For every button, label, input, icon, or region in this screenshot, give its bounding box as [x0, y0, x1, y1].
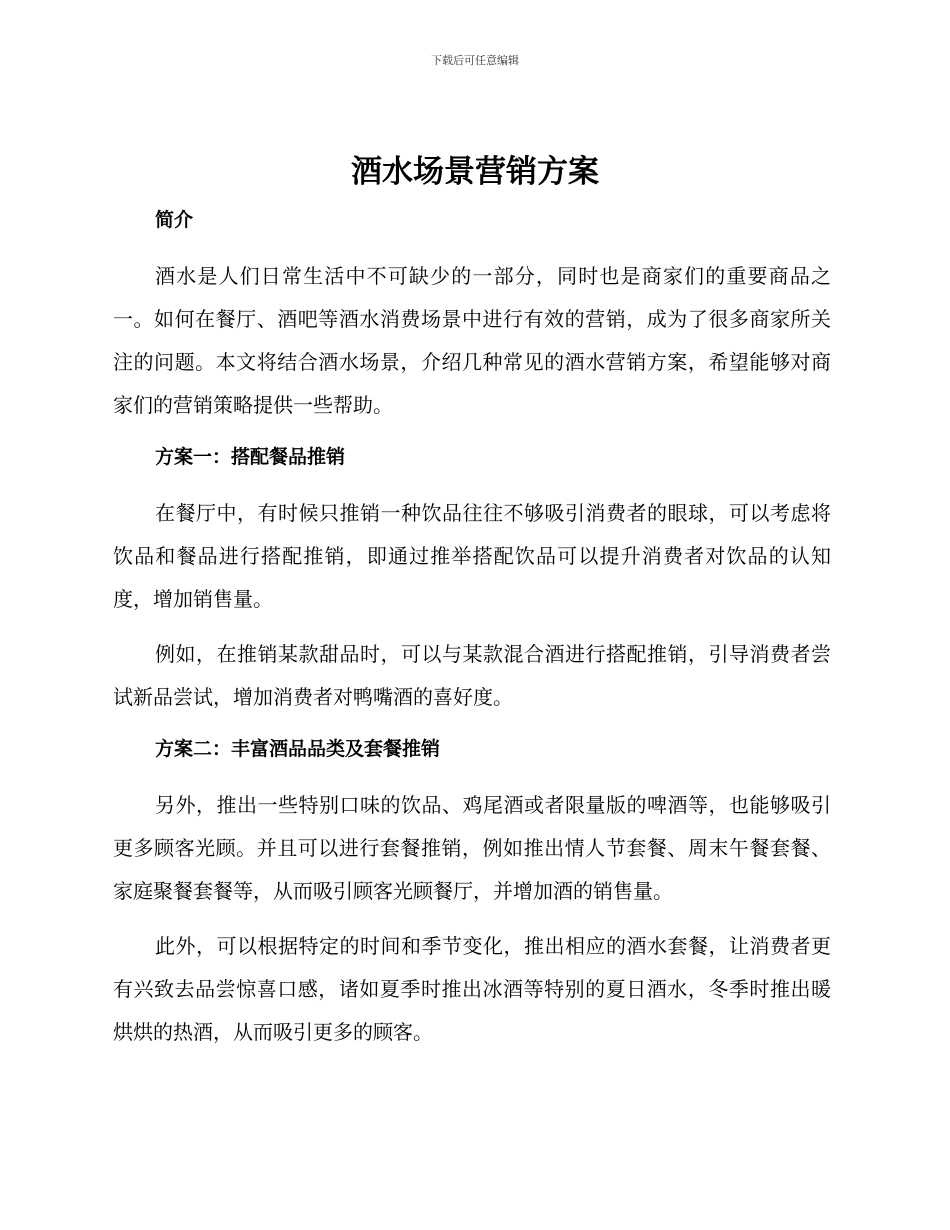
section-heading-intro: 简介 [155, 209, 194, 231]
paragraph: 在餐厅中，有时候只推销一种饮品往往不够吸引消费者的眼球，可以考虑将饮品和餐品进行搭配推销，即通过推举搭配饮品可以提升消费者对饮品的认知度，增加销售量。 [113, 501, 831, 611]
paragraph: 酒水是人们日常生活中不可缺少的一部分，同时也是商家们的重要商品之一。如何在餐厅、酒吧等酒水消费场景中进行有效的营销，成为了很多商家所关注的问题。本文将结合酒水场景，介绍几种常见的酒水营销方案，希望能够对商家们的营销策略提供一些帮助。 [113, 264, 831, 417]
document-body [113, 198, 831, 1054]
paragraph: 此外，可以根据特定的时间和季节变化，推出相应的酒水套餐，让消费者更有兴致去品尝惊喜口感，诸如夏季时推出冰酒等特别的夏日酒水，冬季时推出暖烘烘的热酒，从而吸引更多的顾客。 [113, 934, 831, 1044]
paragraph: 另外，推出一些特别口味的饮品、鸡尾酒或者限量版的啤酒等，也能够吸引更多顾客光顾。并且可以进行套餐推销，例如推出情人节套餐、周末午餐套餐、家庭聚餐套餐等，从而吸引顾客光顾餐厅，并增加酒的销售量。 [113, 793, 831, 903]
document-title: 酒水场景营销方案 [351, 154, 599, 190]
page-header-note: 下载后可任意编辑 [431, 54, 519, 67]
section-heading-plan2: 方案二：丰富酒品品类及套餐推销 [155, 738, 441, 760]
paragraph: 例如，在推销某款甜品时，可以与某款混合酒进行搭配推销，引导消费者尝试新品尝试，增加消费者对鸭嘴酒的喜好度。 [113, 642, 831, 709]
section-heading-plan1: 方案一：搭配餐品推销 [155, 446, 346, 468]
